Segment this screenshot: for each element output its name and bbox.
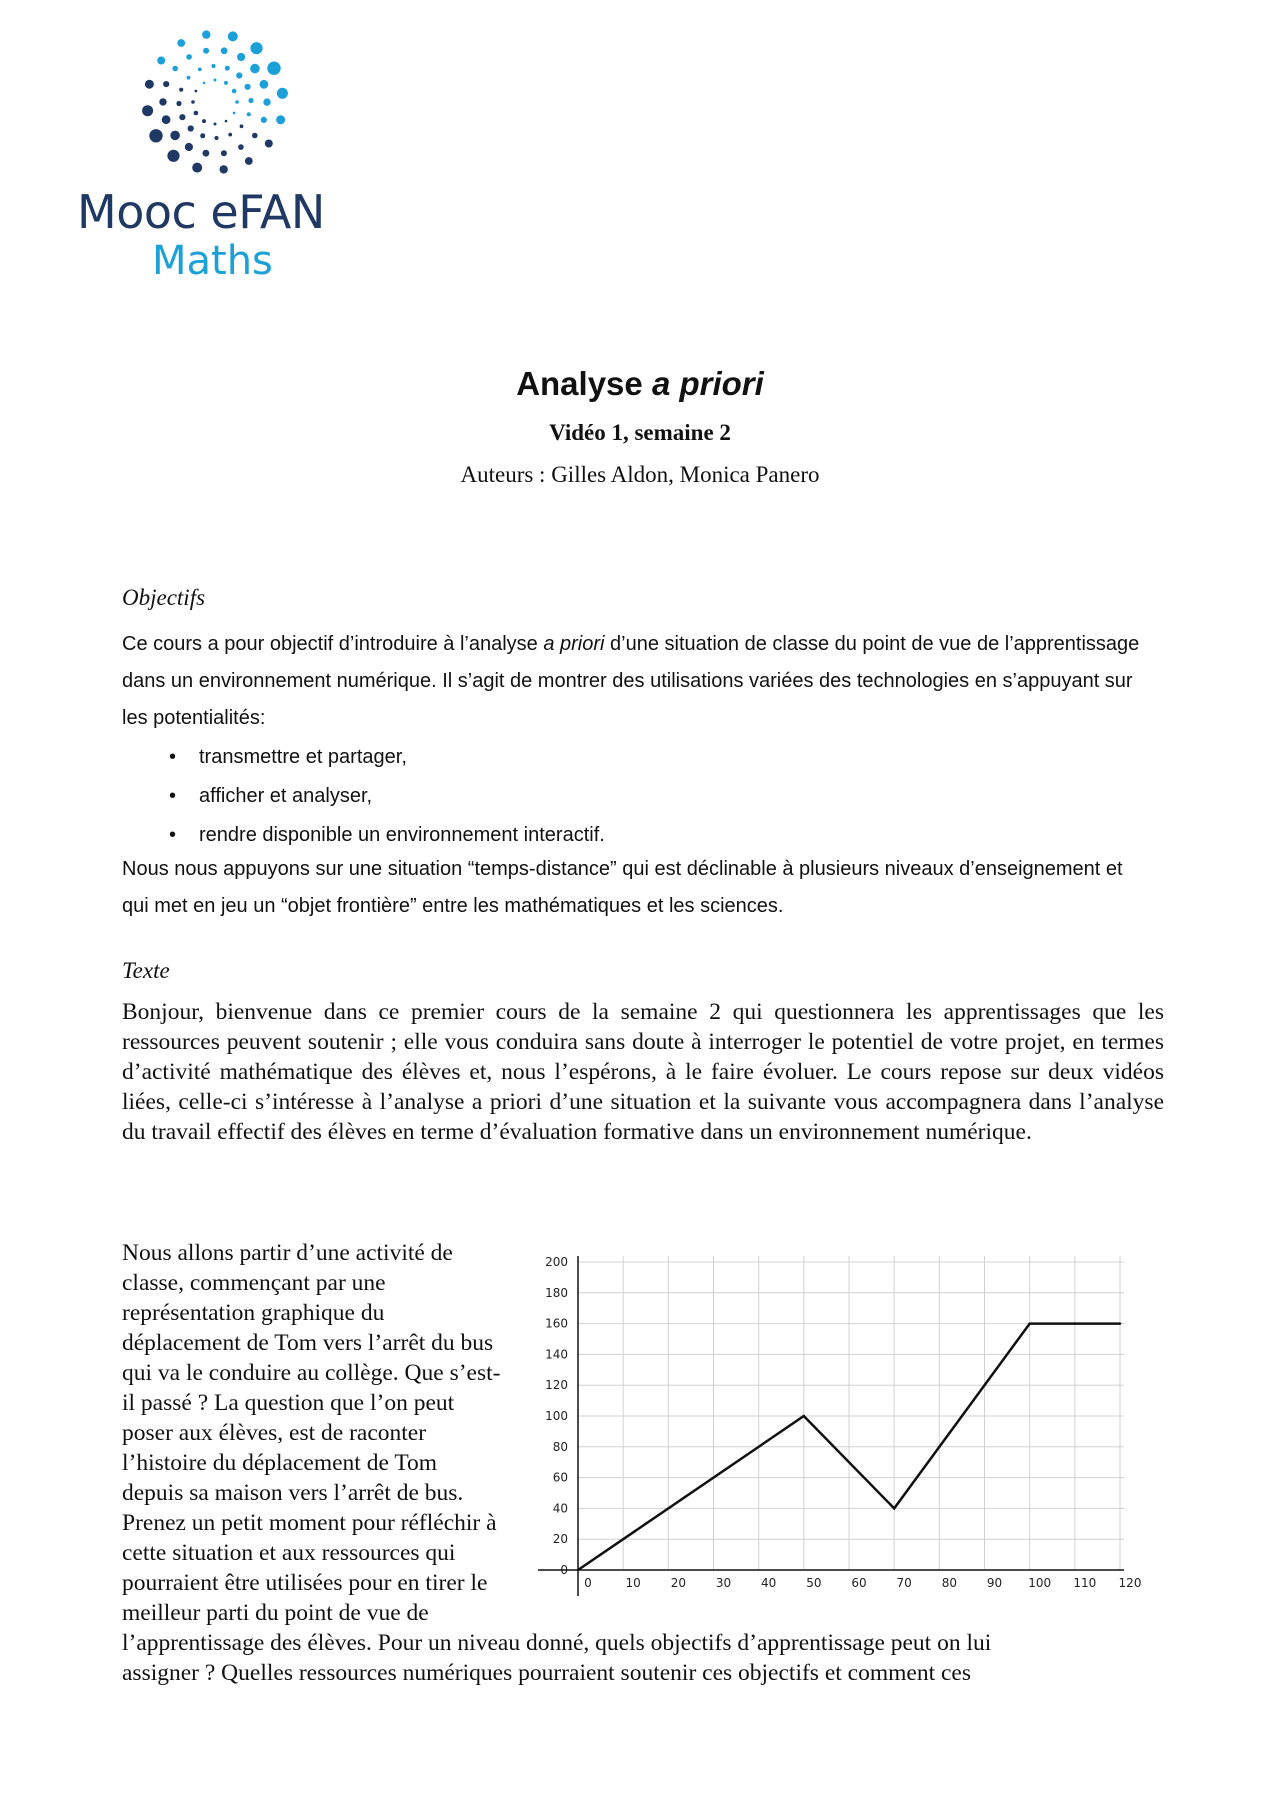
logo-dot — [250, 42, 262, 54]
logo-dot — [263, 98, 270, 105]
y-tick-label: 80 — [552, 1439, 568, 1454]
logo-dot — [214, 79, 217, 82]
logo-dots-icon — [135, 22, 295, 182]
logo-dot — [162, 115, 171, 124]
logo-dot — [221, 150, 227, 156]
logo-dot — [202, 119, 206, 123]
logo-dot — [188, 125, 194, 131]
objectifs-closing: Nous nous appuyons sur une situation “temps-distance” qui est déclinable à plusieurs niveaux d’enseignement et qui met en jeu un “objet frontière” entre les mathématiques et les sciences. — [122, 858, 1123, 917]
list-item: • rendre disponible un environnement interactif. — [122, 816, 605, 855]
logo-dot — [238, 144, 244, 150]
title-italic: a priori — [651, 365, 764, 402]
logo-dot — [252, 133, 258, 139]
y-tick-label: 20 — [552, 1532, 568, 1547]
logo-dot — [142, 105, 153, 116]
logo-dot — [260, 80, 269, 89]
data-point — [1119, 1322, 1121, 1324]
y-tick-label: 120 — [545, 1378, 568, 1393]
text-line: cette situation et aux ressources qui — [122, 1540, 456, 1566]
logo-dot — [170, 131, 180, 141]
logo-dot — [250, 64, 260, 74]
text-line: l’apprentissage des élèves. Pour un niveau donné, quels objectifs d’apprentissage peut on lui — [122, 1630, 992, 1656]
logo-dot — [192, 163, 202, 173]
x-tick-label: 60 — [851, 1576, 867, 1590]
logo-dot — [195, 90, 198, 93]
logo-dot — [237, 53, 245, 61]
logo-dot — [186, 54, 192, 60]
data-point — [803, 1415, 805, 1417]
logo-dot — [145, 80, 154, 89]
logo-dot — [248, 98, 253, 103]
texte-column — [122, 1238, 547, 1628]
logo-dot — [276, 115, 285, 124]
logo-dot — [159, 98, 166, 105]
authors-line: Auteurs : Gilles Aldon, Monica Panero — [460, 462, 820, 487]
text-line: déplacement de Tom vers l’arrêt du bus — [122, 1330, 494, 1356]
logo-dot — [177, 39, 185, 47]
y-tick-label: 200 — [545, 1255, 568, 1269]
text-line: Prenez un petit moment pour réfléchir à — [122, 1510, 497, 1536]
logo-dot — [235, 100, 239, 104]
logo-dot — [214, 123, 217, 126]
logo-dot — [228, 31, 238, 41]
objectifs-intro-after: d’une situation de classe du point de vue de l’apprentissage dans un environnement numérique. Il s’agit de montrer des utilisations variées des technologies en s’appuyant sur les potentialités: — [122, 633, 1140, 729]
logo-dot — [149, 129, 162, 142]
objectifs-heading: Objectifs — [122, 585, 206, 610]
text-line: meilleur parti du point de vue de — [122, 1600, 429, 1626]
y-tick-label: 180 — [545, 1285, 568, 1300]
logo-dot — [240, 124, 244, 128]
y-tick-label: 40 — [552, 1501, 568, 1516]
y-tick-label: 100 — [545, 1409, 568, 1423]
logo-dot — [232, 89, 237, 94]
logo-dot — [194, 111, 199, 116]
text-line: qui va le conduire au collège. Que s’est- — [122, 1360, 501, 1386]
y-tick-label: 160 — [545, 1316, 568, 1331]
x-tick-label: 30 — [715, 1576, 732, 1590]
logo-dot — [265, 140, 273, 148]
x-tick-label: 20 — [670, 1576, 686, 1590]
x-tick-label: 70 — [896, 1576, 912, 1590]
logo-dot — [224, 81, 228, 85]
logo-dot — [228, 133, 232, 137]
text-line: assigner ? Quelles ressources numériques pourraient soutenir ces objectifs et comment ces — [122, 1660, 971, 1686]
text-line: depuis sa maison vers l’arrêt de bus. — [122, 1480, 464, 1506]
texte-heading: Texte — [122, 958, 170, 983]
distance-time-chart — [538, 1248, 1150, 1618]
logo-text-maths: Maths — [152, 238, 273, 284]
logo-dot — [245, 84, 251, 90]
list-item: • transmettre et partager, — [122, 738, 605, 777]
text-line: Nous allons partir d’une activité de — [122, 1240, 453, 1266]
objectifs-intro-before: Ce cours a pour objectif d’introduire à l’analyse — [122, 633, 544, 655]
y-tick-label: 0 — [560, 1563, 568, 1577]
logo-dot — [220, 165, 228, 173]
logo-dot — [191, 100, 195, 104]
logo-dot — [179, 114, 185, 120]
text-line: l’histoire du déplacement de Tom — [122, 1450, 438, 1476]
logo-dot — [233, 112, 236, 115]
text-line: poser aux élèves, est de raconter — [122, 1420, 427, 1446]
objectifs-bullet-list — [122, 738, 605, 855]
logo-dot — [163, 81, 169, 87]
logo-dot — [187, 76, 191, 80]
logo-dot — [179, 88, 183, 92]
objectifs-intro-italic: a priori — [543, 633, 605, 655]
text-line: classe, commençant par une — [122, 1270, 386, 1296]
logo-dot — [172, 66, 178, 72]
texte-continuation — [122, 1628, 1202, 1688]
text-line: il passé ? La question que l’on peut — [122, 1390, 455, 1416]
y-tick-label: 60 — [552, 1470, 568, 1485]
data-point — [577, 1569, 579, 1571]
logo-dot — [176, 101, 181, 106]
text-line: pourraient être utilisées pour en tirer le — [122, 1570, 488, 1596]
x-tick-label: 0 — [584, 1576, 592, 1590]
page-subtitle: Vidéo 1, semaine 2 — [549, 420, 731, 445]
logo-dot — [203, 48, 209, 54]
title-prefix: Analyse — [516, 365, 652, 402]
logo-dot — [277, 88, 288, 99]
logo-dot — [247, 112, 251, 116]
x-tick-label: 50 — [806, 1576, 822, 1590]
x-tick-label: 10 — [625, 1576, 641, 1590]
objectifs-intro — [122, 626, 1142, 737]
logo-dot — [157, 57, 165, 65]
texte-paragraph: Bonjour, bienvenue dans ce premier cours de la semaine 2 qui questionnera les apprentissages que les ressources peuvent soutenir ; elle vous conduira sans doute à interroger le potentiel de votre projet, en termes d’activité mathématique des élèves et, nous l’espérons, à le faire évoluer. Le cours repose sur deux vidéos liées, celle-ci s’intéresse à l’analyse a priori d’une situation et la suivante vous accompagnera dans l’analyse du travail effectif des élèves en terme d’évaluation formative dans un environnement numérique. — [122, 999, 1164, 1145]
x-tick-label: 90 — [986, 1576, 1003, 1590]
logo-dot — [203, 82, 206, 85]
logo-dot — [202, 30, 210, 38]
x-tick-label: 110 — [1073, 1576, 1097, 1590]
logo-dot — [214, 136, 218, 140]
x-tick-label: 80 — [941, 1576, 957, 1590]
logo-dot — [200, 133, 205, 138]
logo-dot — [203, 150, 210, 157]
logo-text-mooc-efan: Mooc eFAN — [77, 185, 325, 239]
text-line: représentation graphique du — [122, 1300, 385, 1326]
x-tick-label: 40 — [761, 1576, 777, 1590]
logo-dot — [245, 157, 253, 165]
data-point — [893, 1507, 895, 1509]
logo-dot — [198, 68, 202, 72]
logo-dot — [261, 117, 267, 123]
logo-dot — [267, 62, 280, 75]
x-tick-label: 120 — [1118, 1576, 1142, 1590]
logo-dot — [211, 64, 215, 68]
data-point — [1029, 1322, 1031, 1324]
logo-dot — [236, 72, 242, 78]
page-title — [0, 365, 1280, 403]
list-item: • afficher et analyser, — [122, 777, 605, 816]
x-tick-label: 100 — [1028, 1576, 1052, 1590]
logo-dot — [185, 143, 193, 151]
logo-dot — [225, 120, 228, 123]
logo-dot — [167, 150, 179, 162]
y-tick-label: 140 — [545, 1347, 568, 1362]
logo-dot — [221, 47, 228, 54]
logo-dot — [225, 66, 230, 71]
